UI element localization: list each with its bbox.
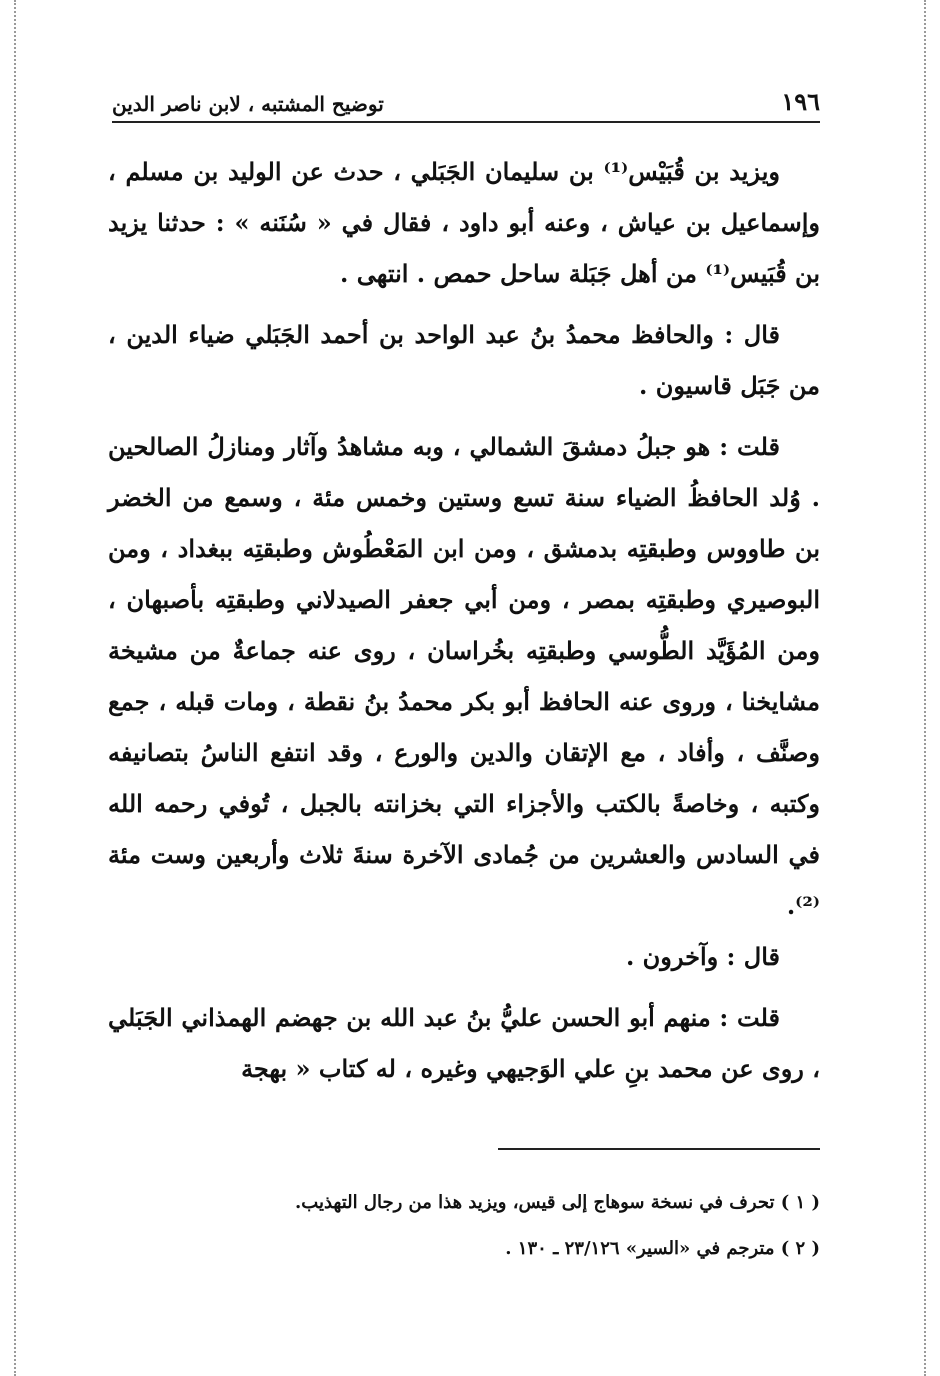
main-text (108, 146, 820, 1104)
header-rule (112, 121, 820, 123)
footnotes (108, 1180, 820, 1272)
paragraph-hafiz-al-jabali: قال : والحافظ محمدُ بنُ عبد الواحد بن أحمد الجَبَلي ضياء الدين ، من جَبَل قاسيون . (108, 320, 820, 400)
paragraph-yazid-bin-qubays: ويزيد بن قُبَيْس⁽¹⁾ بن سليمان الجَبَلي ، حدث عن الوليد بن مسلم ، وإسماعيل بن عياش ، وعنه أبو داود ، فقال في « سُنَنه » : حدثنا يزيد بن قُبَيس⁽¹⁾ من أهل جَبَلة ساحل حمص . انتهى . (108, 157, 820, 288)
paragraph-jabal-qasiyun: قلت : هو جبلُ دمشقَ الشمالي ، وبه مشاهدُ وآثار ومنازلُ الصالحين . وُلد الحافظُ الضياء سنة تسع وستين وخمس مئة ، وسمع من الخضر بن طاووس وطبقتِه بدمشق ، ومن ابن المَعْطُوش وطبقتِه ببغداد ، ومن البوصيري وطبقتِه بمصر ، ومن أبي جعفر الصيدلاني وطبقتِه بأصبهان ، ومن المُؤَيَّد الطُّوسي وطبقتِه بخُراسان ، روى عنه جماعةٌ من مشيخة مشايخنا ، وروى عنه الحافظ أبو بكر محمدُ بنُ نقطة ، ومات قبله ، جمع وصنَّف ، وأفاد ، مع الإتقان والدين والورع ، وقد انتفع الناسُ بتصانيفه وكتبه ، وخاصةً بالكتب والأجزاء التي بخزانته بالجبل ، تُوفي رحمه الله في السادس والعشرين من جُمادى الآخرة سنةَ ثلاث وأربعين وست مئة ⁽²⁾. (108, 432, 821, 920)
footnote-1: ( ١ ) تحرف في نسخة سوهاج إلى قيس، ويزيد هذا من رجال التهذيب. (295, 1192, 820, 1213)
running-title: توضيح المشتبه ، لابن ناصر الدين (112, 92, 384, 116)
footnote-rule (498, 1148, 820, 1150)
page-header (112, 82, 820, 116)
page-number: ١٩٦ (781, 87, 820, 116)
paragraph-abu-al-hasan: قلت : منهم أبو الحسن عليُّ بنُ عبد الله بن جهضم الهمذاني الجَبَلي ، روى عن محمد بنِ علي الوَجيهي وغيره ، له كتاب « بهجة (108, 1003, 820, 1083)
footnote-2: ( ٢ ) مترجم في «السير» ٢٣/١٢٦ ـ ١٣٠ . (505, 1238, 820, 1259)
paragraph-others: قال : وآخرون . (625, 942, 780, 971)
